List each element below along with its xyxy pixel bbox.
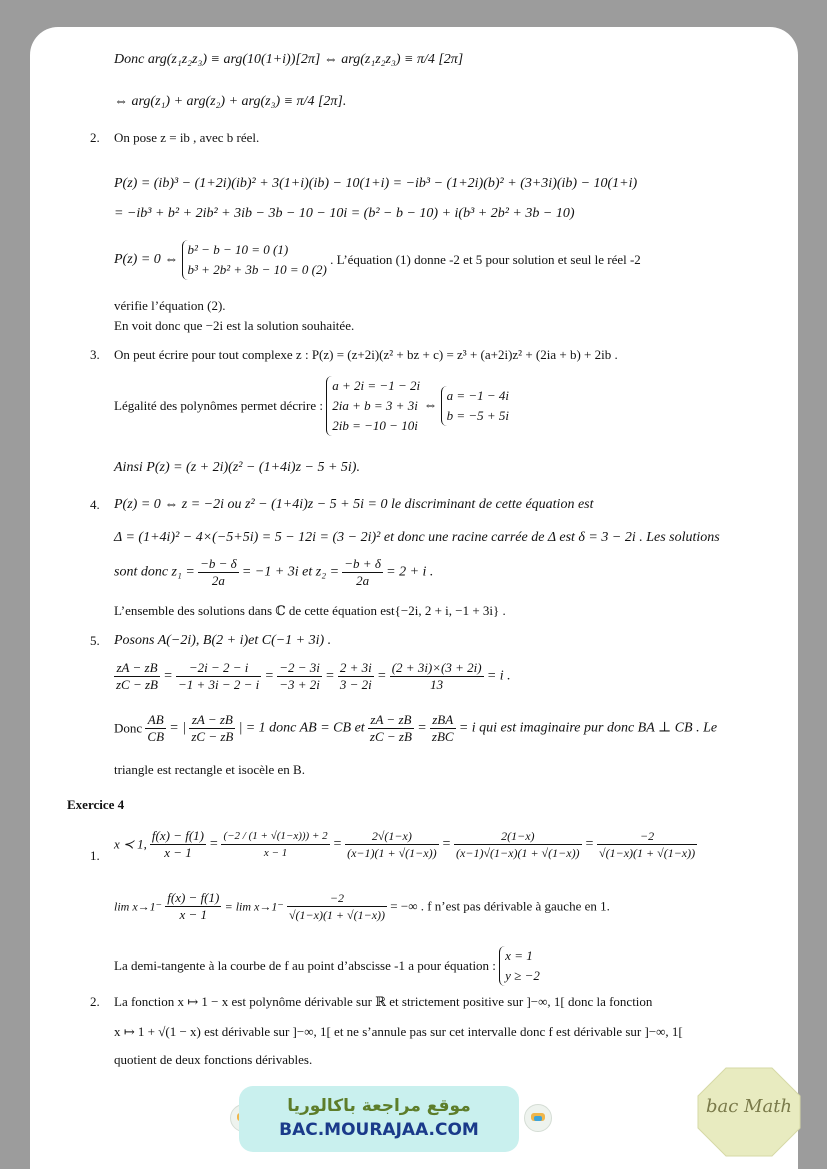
q5-f1-den: zC − zB <box>116 677 159 692</box>
q5-mid: = 1 donc AB = CB et <box>245 720 365 736</box>
e1-lim-2: = lim x→1⁻ <box>224 899 284 914</box>
q3-res-a: a = −1 − 4i <box>446 388 510 403</box>
q4-z2-num: −b + δ <box>344 556 381 571</box>
q5-abs-den: zC − zB <box>191 729 234 744</box>
q5-line-1: Posons A(−2i), B(2 + i)et C(−1 + 3i) . <box>114 633 332 648</box>
q2-system-eq-2: b³ + 2b² + 3b − 10 = 0 (2) <box>187 262 327 277</box>
q4-z2-den: 2a <box>342 572 383 589</box>
q5-f3-num: −2 − 3i <box>279 660 320 675</box>
q4-line-1: P(z) = 0 ⇔ z = −2i ou z² − (1+4i)z − 5 + 5i = 0 le discriminant de cette équation est <box>114 497 594 512</box>
q4-line-2: Δ = (1+4i)² − 4×(−5+5i) = 5 − 12i = (3 − 2i)² et donc une racine carrée de Δ est δ = 3 − 2i . Les solutions <box>114 530 720 545</box>
e1-lim-end: = −∞ . f n’est pas dérivable à gauche en 1. <box>390 898 610 914</box>
logo-text: bac Math <box>705 1096 793 1117</box>
q3-number: 3. <box>90 347 100 362</box>
e1-f1-den: x − 1 <box>150 844 206 861</box>
e1-lim2-num: −2 <box>329 891 345 905</box>
q5-f3 <box>277 660 322 693</box>
q4-l3c: = 2 + i . <box>386 564 434 580</box>
q5-z-fraction <box>368 712 414 745</box>
q2-text-2: vérifie l’équation (2). <box>114 298 226 313</box>
q5-zbar-den: zBC <box>431 729 454 744</box>
e1-f4-den: (x−1)√(1−x)(1 + √(1−x)) <box>456 846 580 860</box>
e1-f4-num: 2(1−x) <box>501 829 535 843</box>
q3-intro: On peut écrire pour tout complexe z : P(z) = (z+2i)(z² + bz + c) = z³ + (a+2i)z² + (2ia + b) + 2ib . <box>114 347 618 362</box>
e2-number: 2. <box>90 994 100 1009</box>
q2-eq-2: = −ib³ + b² + 2ib² + 3ib − 3b − 10 − 10i = (b² − b − 10) + i(b³ + 2b² + 3b − 10) <box>114 206 575 221</box>
e2-line-1: La fonction x ↦ 1 − x est polynôme dérivable sur ℝ et strictement positive sur ]−∞, 1[ donc la fonction <box>114 994 653 1009</box>
q5-f2-num: −2i − 2 − i <box>188 660 249 675</box>
q5-f1 <box>114 660 160 693</box>
q5-z-den: zC − zB <box>369 729 412 744</box>
e1-lim-den: x − 1 <box>165 906 221 923</box>
q5-last-line: triangle est rectangle et isocèle en B. <box>114 762 305 777</box>
e1-f2 <box>221 828 329 861</box>
q5-f1-num: zA − zB <box>116 660 158 675</box>
q5-f5-den: 13 <box>390 676 484 693</box>
e1-f3-num: 2√(1−x) <box>371 829 412 843</box>
q5-fraction-chain: $\frac{zA - zB}{zC - zB}$ = $\frac{-2i - 2 - i}{-1 + 3i - 2 - i}$ = $\frac{-2 - 3i}{-3 + 2i}$ = $\frac{2 + 3i}{3 - 2i}$ = $\frac{(2 + 3i)\times(3 + 2i)}{13}$ = i . <box>116 660 511 692</box>
q3-system-brace <box>326 376 420 436</box>
q2-eq-1: P(z) = (ib)³ − (1+2i)(ib)² + 3(1+i)(ib) − 10(1+i) = −ib³ − (1+2i)(b)² + (3+3i)(ib) − 10(1+i) <box>114 176 638 191</box>
q3-equiv: ⇔ <box>423 398 438 413</box>
q5-eq-end: = i . <box>486 668 511 684</box>
e1-f3-den: (x−1)(1 + √(1−x)) <box>347 846 437 860</box>
q5-zbar-fraction <box>430 712 456 745</box>
q4-z2-fraction <box>342 556 383 589</box>
q5-abs-fraction <box>189 712 235 745</box>
q2-system <box>114 240 641 280</box>
arg-line-2: ⇔ arg(z₁) + arg(z₂) + arg(z₃) ≡ π/4 [2π]. <box>114 94 347 109</box>
q4-l3a: sont donc z₁ = <box>114 564 195 580</box>
q5-f2-den: −1 + 3i − 2 − i <box>177 677 260 692</box>
e1-f5 <box>597 828 697 861</box>
e1-number: 1. <box>90 848 100 863</box>
e1-limit-line <box>114 890 610 923</box>
e1-lim2-den: √(1−x)(1 + √(1−x)) <box>288 908 386 922</box>
q5-zbar-num: zBA <box>432 712 454 727</box>
q3-res-b: b = −5 + 5i <box>446 408 510 423</box>
q3-eq-c: 2ib = −10 − 10i <box>332 418 418 433</box>
q3-text: Légalité des polynômes permet décrire : <box>114 398 324 413</box>
q5-f4-num: 2 + 3i <box>339 660 372 675</box>
q5-donc: Donc <box>114 720 143 736</box>
q4-z1-fraction <box>198 556 239 589</box>
q5-number: 5. <box>90 633 100 648</box>
q4-l3b: = −1 + 3i et z₂ = <box>241 564 340 580</box>
q3-eq-b: 2ia + b = 3 + 3i <box>332 398 418 413</box>
q5-z-num: zA − zB <box>370 712 412 727</box>
q5-f5-num: (2 + 3i)×(3 + 2i) <box>391 660 482 675</box>
e1-lim-fraction-1 <box>165 890 221 923</box>
e1-f5-num: −2 <box>640 829 655 843</box>
right-badge-icon <box>524 1104 552 1132</box>
e1-tangent-system <box>499 946 540 986</box>
e1-sys-1: x = 1 <box>505 948 533 963</box>
e1-sys-2: y ≥ −2 <box>505 968 540 983</box>
footer-arabic-title: موقع مراجعة باكالوريا <box>287 1096 471 1116</box>
q2-system-eq-1: b² − b − 10 = 0 (1) <box>187 242 289 257</box>
q5-f5 <box>390 660 484 693</box>
e1-f5-den: √(1−x)(1 + √(1−x)) <box>599 846 696 860</box>
q5-donc-line: Donc $\frac{AB}{CB}$ = | $\frac{zA - zB}{zC - zB}$ | = 1 donc AB = CB et $\frac{zA - zB}{zC - zB}$ = $\frac{\text{zBA}}{\text{zBC}}$ = i qui est imaginaire pur donc BA ⊥ CB . Le <box>114 712 718 744</box>
e1-tangent-line <box>114 946 540 986</box>
q5-abs-num: zA − zB <box>191 712 233 727</box>
q5-ab-den: CB <box>147 729 165 744</box>
q2-text-3: En voit donc que −2i est la solution souhaitée. <box>114 318 355 333</box>
bac-math-logo <box>696 1066 802 1158</box>
exercise-4-heading: Exercice 4 <box>67 797 125 812</box>
e1-tangent: La demi-tangente à la courbe de f au point d’abscisse -1 a pour équation : <box>114 958 496 973</box>
footer-banner[interactable] <box>239 1086 519 1152</box>
q5-ab-fraction <box>145 712 166 745</box>
q4-z1-den: 2a <box>198 572 239 589</box>
q5-f4-den: 3 − 2i <box>339 677 372 692</box>
q3-result-brace <box>441 386 509 426</box>
e1-chain: x ≺ 1, $\frac{f(x) - f(1)}{x - 1}$ = $\frac{(-2 / (1 + √(1-x))) + 2}{x - 1}$ = $\frac{2√(1-x)}{(x-1)(1 + √(1-x))}$ = $\frac{2(1-x)}{(x-1)√(1-x)(1 + √(1-x))}$ = $\frac{-2}{√(1-x)(1 + √(1-x))}$ <box>114 828 696 860</box>
e2-line-3: quotient de deux fonctions dérivables. <box>114 1052 313 1067</box>
q4-line-4: L’ensemble des solutions dans ℂ de cette équation est{−2i, 2 + i, −1 + 3i} . <box>114 603 506 618</box>
q3-system <box>114 376 509 436</box>
q2-intro: On pose z = ib , avec b réel. <box>114 130 260 145</box>
q4-number: 4. <box>90 497 100 512</box>
q3-eq-a: a + 2i = −1 − 2i <box>332 378 421 393</box>
q3-final: Ainsi P(z) = (z + 2i)(z² − (1+4i)z − 5 + 5i). <box>114 460 360 475</box>
e1-f2-den: x − 1 <box>221 844 329 861</box>
e2-line-2: x ↦ 1 + √(1 − x) est dérivable sur ]−∞, 1[ et ne s’annule pas sur cet intervalle donc f est dérivable sur ]−∞, 1[ <box>114 1024 683 1039</box>
footer-url[interactable]: BAC.MOURAJAA.COM <box>279 1120 479 1140</box>
q5-end: = i qui est imaginaire pur donc BA ⊥ CB . Le <box>458 720 718 736</box>
q4-z1-num: −b − δ <box>200 556 237 571</box>
e1-f4 <box>454 828 582 861</box>
e1-x: x ≺ 1, <box>114 836 147 852</box>
q5-f2 <box>176 660 261 693</box>
q2-system-lhs: P(z) = 0 ⇔ <box>114 252 179 267</box>
q2-system-text: . L’équation (1) donne -2 et 5 pour solution et seul le réel -2 <box>330 252 641 267</box>
arg-line-1: Donc arg(z₁z₂z₃) ≡ arg(10(1+i))[2π] ⇔ arg(z₁z₂z₃) ≡ π/4 [2π] <box>114 52 464 67</box>
e1-f1-num: f(x) − f(1) <box>151 828 205 843</box>
e1-lim-num: f(x) − f(1) <box>167 890 220 905</box>
q2-system-brace <box>182 240 327 280</box>
q5-f4 <box>338 660 374 693</box>
q5-ab-num: AB <box>147 712 164 727</box>
e1-f3 <box>345 828 439 861</box>
e1-f1 <box>150 828 206 861</box>
e1-lim-fraction-2 <box>287 890 387 923</box>
e1-lim-1: lim x→1⁻ <box>114 899 162 914</box>
q5-f3-den: −3 + 2i <box>279 677 320 692</box>
e1-f2-num: (−2 / (1 + √(1−x))) + 2 <box>223 830 328 842</box>
q2-number: 2. <box>90 130 100 145</box>
q4-line-3 <box>114 556 433 589</box>
